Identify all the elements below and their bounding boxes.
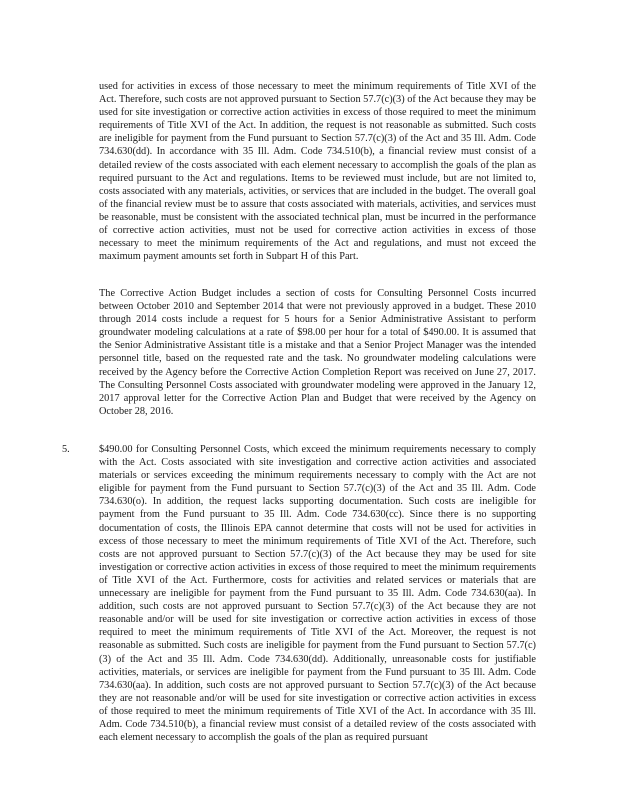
list-item-text: $490.00 for Consulting Personnel Costs, which exceed the minimum requirements necessary to comply with the Act. Costs associated with site investigation and corrective action activities and associated materials or services exceeding the minimum requirements necessary to comply with the Act are not eligible for payment from the Fund pursuant to Section 57.7(c)(3) of the Act and 35 Ill. Adm. Code 734.630(o). In addition, the request lacks supporting documentation. Such costs are ineligible for payment from the Fund pursuant to 35 Ill. Adm. Code 734.630(cc). Since there is no supporting documentation of costs, the Illinois EPA cannot determine that costs will not be used for activities in excess of those necessary to meet the minimum requirements of Title XVI of the Act. Therefore, such costs are not approved pursuant to Section 57.7(c)(3) of the Act because they may be used for site investigation or corrective action activities in excess of those required to meet the minimum requirements of Title XVI of the Act. Furthermore, costs for activities and related services or materials that are unnecessary are ineligible for payment from the Fund pursuant to 35 Ill. Adm. Code 734.630(aa). In addition, such costs are not approved pursuant to Section 57.7(c)(3) of the Act because they are not reasonable and/or will be used for site investigation or corrective action activities in excess of those required to meet the minimum requirements of Title XVI of the Act. Moreover, the request is not reasonable as submitted. Such costs are ineligible for payment from the Fund pursuant to Section 57.7(c)(3) of the Act and 35 Ill. Adm. Code 734.630(dd). Additionally, unreasonable costs for justifiable activities, materials, or services are ineligible for payment from the Fund pursuant to 35 Ill. Adm. Code 734.630(aa). In addition, such costs are not approved pursuant to Section 57.7(c)(3) of the Act because they are not reasonable and/or will be used for site investigation or corrective action activities in excess of those required to meet the minimum requirements of Title XVI of the Act. In accordance with 35 Ill. Adm. Code 734.510(b), a financial review must consist of a detailed review of the costs associated with each element necessary to accomplish the goals of the plan as required pursuant xyxy=(99,444,536,744)
paragraph-continued: used for activities in excess of those necessary to meet the minimum requirements of Title XVI of the Act. Therefore, such costs are not approved pursuant to Section 57.7(c)(3) of the Act because they may be used for site investigation or corrective action activities in excess of those required to meet the minimum requirements of Title XVI of the Act. In addition, the request is not reasonable as submitted. Such costs are ineligible for payment from the Fund pursuant to Section 57.7(c)(3) of the Act and 35 Ill. Adm. Code 734.630(dd). In accordance with 35 Ill. Adm. Code 734.510(b), a financial review must consist of a detailed review of the costs associated with each element necessary to accomplish the goals of the plan as required pursuant to the Act and regulations. Items to be reviewed must include, but are not limited to, costs associated with any materials, activities, or services that are included in the budget. The overall goal of the financial review must be to assure that costs associated with materials, activities, and services must be reasonable, must be consistent with the associated technical plan, must be incurred in the performance of corrective action activities, must not be used for corrective action activities in excess of those necessary to meet the minimum requirements of the Act and regulations, and must not exceed the maximum payment amounts set forth in Subpart H of this Part. xyxy=(99,81,536,263)
list-item-number: 5. xyxy=(62,444,70,455)
paragraph-corrective-action-budget: The Corrective Action Budget includes a section of costs for Consulting Personnel Costs incurred between October 2010 and September 2014 that were not previously approved in a budget. These 2010 through 2014 costs include a request for 5 hours for a Senior Administrative Assistant to perform groundwater modeling calculations at a rate of $98.00 per hour for a total of $490.00. It is assumed that the Senior Administrative Assistant title is a mistake and that a Senior Project Manager was the intended personnel title, based on the requested rate and the task. No groundwater modeling calculations were received by the Agency before the Corrective Action Completion Report was received on June 27, 2017. The Consulting Personnel Costs associated with groundwater modeling were approved in the January 12, 2017 approval letter for the Corrective Action Plan and Budget that were received by the Agency on October 28, 2016. xyxy=(99,288,536,417)
